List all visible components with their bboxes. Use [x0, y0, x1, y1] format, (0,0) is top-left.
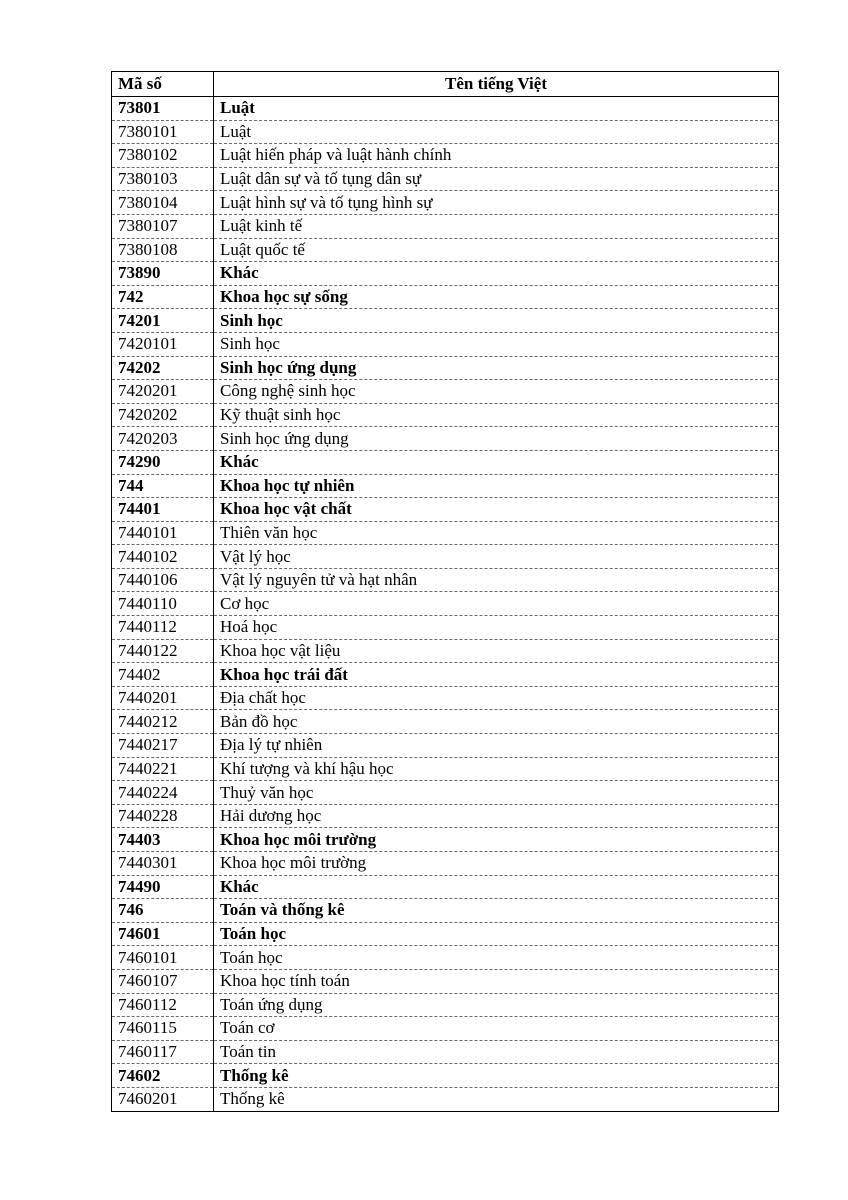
code-cell: 74202	[112, 356, 214, 380]
name-cell: Luật	[214, 120, 779, 144]
name-cell: Hoá học	[214, 616, 779, 640]
code-cell: 7440201	[112, 686, 214, 710]
name-cell: Hải dương học	[214, 804, 779, 828]
code-cell: 746	[112, 899, 214, 923]
name-cell: Khoa học tự nhiên	[214, 474, 779, 498]
code-cell: 7440122	[112, 639, 214, 663]
table-row	[112, 214, 779, 238]
table-row	[112, 120, 779, 144]
code-cell: 7380103	[112, 167, 214, 191]
code-cell: 7420203	[112, 427, 214, 451]
name-cell: Luật dân sự và tố tụng dân sự	[214, 167, 779, 191]
name-cell: Sinh học	[214, 309, 779, 333]
name-cell: Toán cơ	[214, 1017, 779, 1041]
name-cell: Khác	[214, 262, 779, 286]
table-row	[112, 498, 779, 522]
code-cell: 7460115	[112, 1017, 214, 1041]
code-cell: 7440228	[112, 804, 214, 828]
name-cell: Địa chất học	[214, 686, 779, 710]
code-cell: 74601	[112, 922, 214, 946]
code-cell: 7460117	[112, 1040, 214, 1064]
name-cell: Luật	[214, 97, 779, 121]
code-cell: 74290	[112, 450, 214, 474]
name-cell: Thống kê	[214, 1064, 779, 1088]
code-cell: 7460112	[112, 993, 214, 1017]
table-row	[112, 356, 779, 380]
table-row	[112, 450, 779, 474]
name-cell: Vật lý học	[214, 545, 779, 569]
table-row	[112, 781, 779, 805]
name-cell: Bản đồ học	[214, 710, 779, 734]
column-header-name: Tên tiếng Việt	[214, 72, 779, 97]
code-cell: 744	[112, 474, 214, 498]
table-body	[112, 97, 779, 1112]
name-cell: Toán học	[214, 922, 779, 946]
name-cell: Khoa học sự sống	[214, 285, 779, 309]
code-cell: 73890	[112, 262, 214, 286]
table-row	[112, 852, 779, 876]
code-cell: 74403	[112, 828, 214, 852]
table-row	[112, 804, 779, 828]
table-row	[112, 1087, 779, 1111]
code-cell: 7380104	[112, 191, 214, 215]
table-row	[112, 734, 779, 758]
discipline-code-table	[111, 71, 779, 1112]
name-cell: Địa lý tự nhiên	[214, 734, 779, 758]
name-cell: Khoa học môi trường	[214, 852, 779, 876]
code-cell: 74602	[112, 1064, 214, 1088]
name-cell: Khoa học vật liệu	[214, 639, 779, 663]
name-cell: Thống kê	[214, 1087, 779, 1111]
table-row	[112, 592, 779, 616]
name-cell: Khoa học trái đất	[214, 663, 779, 687]
table-row	[112, 191, 779, 215]
table-row	[112, 285, 779, 309]
code-cell: 7380101	[112, 120, 214, 144]
name-cell: Thuỷ văn học	[214, 781, 779, 805]
name-cell: Toán ứng dụng	[214, 993, 779, 1017]
table-header-row	[112, 72, 779, 97]
name-cell: Sinh học ứng dụng	[214, 356, 779, 380]
name-cell: Luật hiến pháp và luật hành chính	[214, 144, 779, 168]
table-row	[112, 710, 779, 734]
table-row	[112, 144, 779, 168]
table-row	[112, 946, 779, 970]
name-cell: Luật kinh tế	[214, 214, 779, 238]
name-cell: Kỹ thuật sinh học	[214, 403, 779, 427]
code-cell: 7380102	[112, 144, 214, 168]
code-cell: 7460101	[112, 946, 214, 970]
name-cell: Khác	[214, 450, 779, 474]
table-row	[112, 1017, 779, 1041]
code-cell: 74401	[112, 498, 214, 522]
code-cell: 7460107	[112, 969, 214, 993]
code-cell: 73801	[112, 97, 214, 121]
table-row	[112, 474, 779, 498]
table-row	[112, 616, 779, 640]
code-cell: 74201	[112, 309, 214, 333]
table-row	[112, 639, 779, 663]
name-cell: Khác	[214, 875, 779, 899]
table-row	[112, 427, 779, 451]
code-cell: 7380108	[112, 238, 214, 262]
table-row	[112, 167, 779, 191]
table-row	[112, 1040, 779, 1064]
table-row	[112, 97, 779, 121]
code-cell: 7440101	[112, 521, 214, 545]
name-cell: Công nghệ sinh học	[214, 380, 779, 404]
name-cell: Thiên văn học	[214, 521, 779, 545]
name-cell: Sinh học	[214, 332, 779, 356]
table-row	[112, 262, 779, 286]
code-cell: 7440301	[112, 852, 214, 876]
name-cell: Toán học	[214, 946, 779, 970]
table-row	[112, 663, 779, 687]
code-cell: 7440224	[112, 781, 214, 805]
table-row	[112, 332, 779, 356]
code-cell: 7440112	[112, 616, 214, 640]
name-cell: Toán tin	[214, 1040, 779, 1064]
table-row	[112, 828, 779, 852]
table-row	[112, 969, 779, 993]
table-row	[112, 686, 779, 710]
name-cell: Cơ học	[214, 592, 779, 616]
table-row	[112, 238, 779, 262]
code-cell: 742	[112, 285, 214, 309]
name-cell: Khí tượng và khí hậu học	[214, 757, 779, 781]
code-cell: 7440106	[112, 568, 214, 592]
table-row	[112, 757, 779, 781]
name-cell: Luật quốc tế	[214, 238, 779, 262]
code-cell: 7440110	[112, 592, 214, 616]
table-row	[112, 1064, 779, 1088]
table-row	[112, 545, 779, 569]
code-cell: 74402	[112, 663, 214, 687]
table-row	[112, 568, 779, 592]
table-row	[112, 899, 779, 923]
code-cell: 7380107	[112, 214, 214, 238]
name-cell: Sinh học ứng dụng	[214, 427, 779, 451]
code-cell: 7440221	[112, 757, 214, 781]
name-cell: Khoa học tính toán	[214, 969, 779, 993]
code-cell: 7420201	[112, 380, 214, 404]
code-cell: 7440212	[112, 710, 214, 734]
code-cell: 7460201	[112, 1087, 214, 1111]
name-cell: Toán và thống kê	[214, 899, 779, 923]
table-row	[112, 309, 779, 333]
table-row	[112, 922, 779, 946]
table-row	[112, 403, 779, 427]
code-cell: 7420202	[112, 403, 214, 427]
name-cell: Khoa học vật chất	[214, 498, 779, 522]
name-cell: Luật hình sự và tố tụng hình sự	[214, 191, 779, 215]
column-header-code: Mã số	[112, 72, 214, 97]
code-cell: 74490	[112, 875, 214, 899]
code-cell: 7420101	[112, 332, 214, 356]
name-cell: Khoa học môi trường	[214, 828, 779, 852]
table-row	[112, 521, 779, 545]
table-row	[112, 380, 779, 404]
code-cell: 7440217	[112, 734, 214, 758]
table-row	[112, 875, 779, 899]
code-cell: 7440102	[112, 545, 214, 569]
name-cell: Vật lý nguyên tử và hạt nhân	[214, 568, 779, 592]
table-row	[112, 993, 779, 1017]
